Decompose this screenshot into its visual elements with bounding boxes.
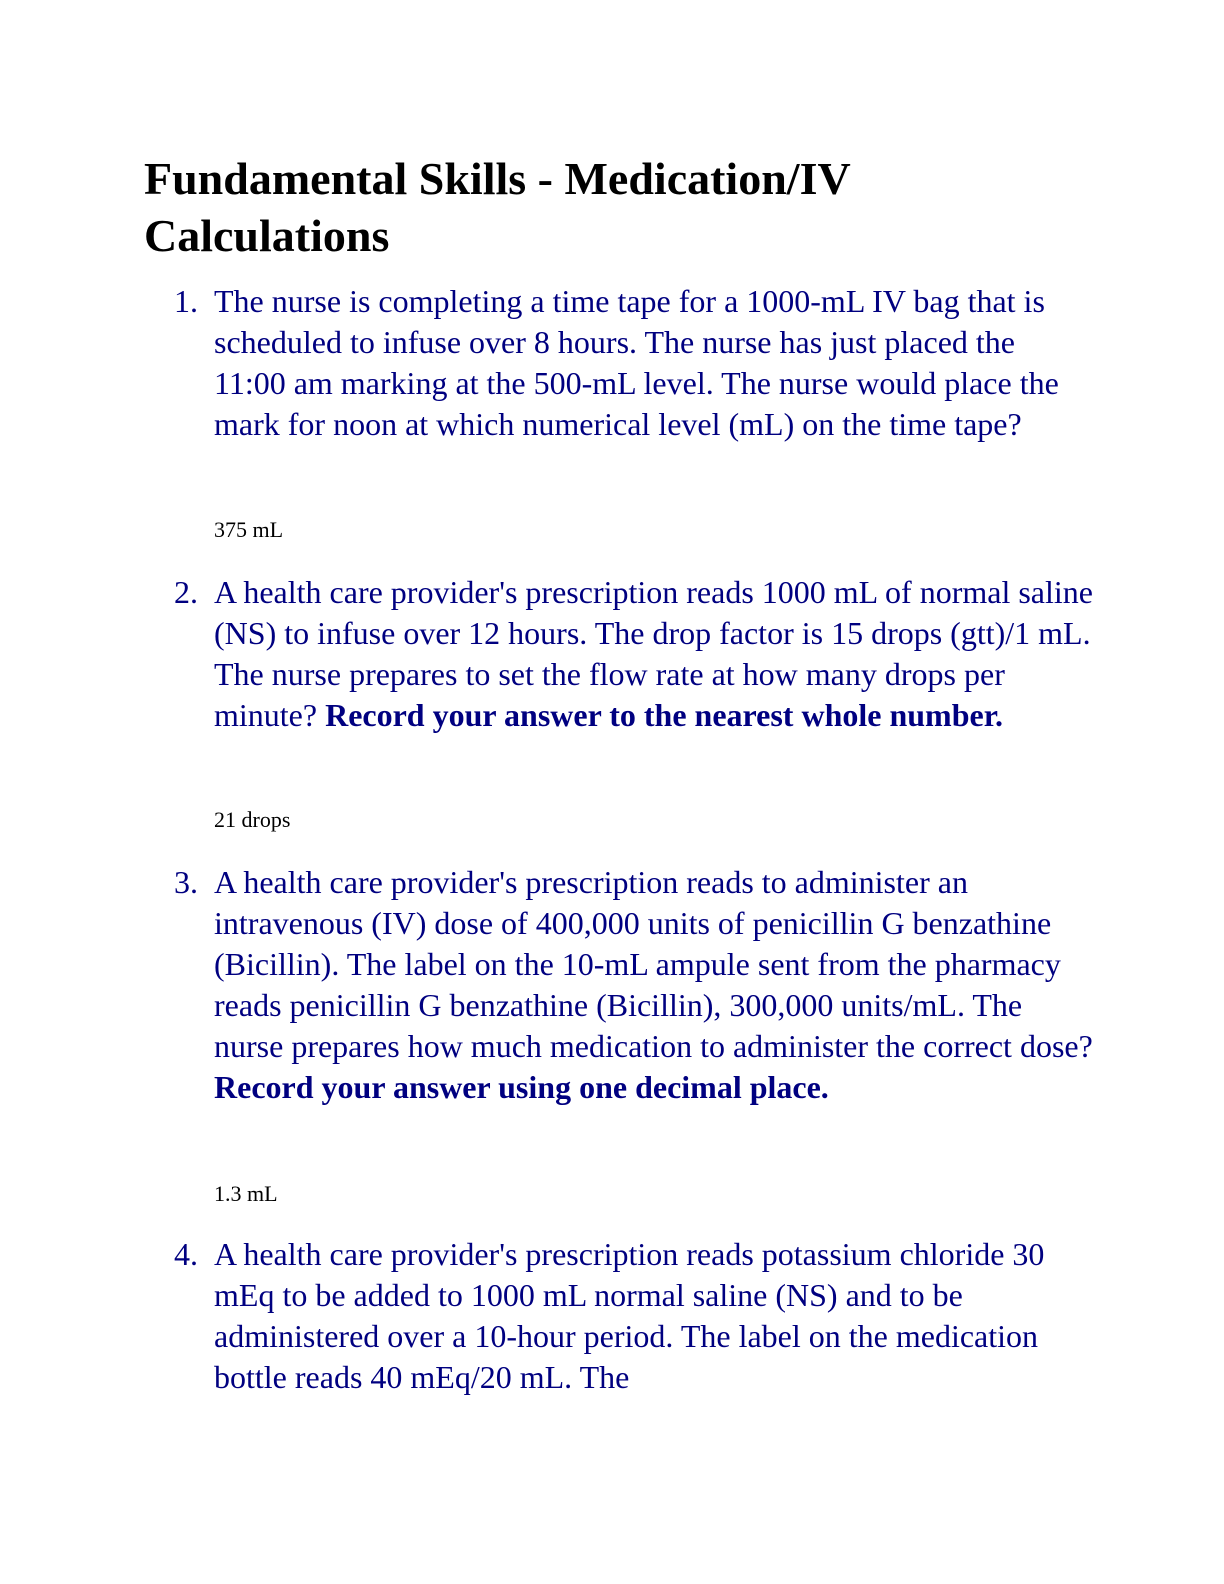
question-number: 1. bbox=[174, 283, 198, 319]
question-item bbox=[174, 572, 1094, 736]
answer-text: 375 mL bbox=[214, 517, 284, 542]
question-item bbox=[174, 281, 1094, 445]
question-number: 3. bbox=[174, 864, 198, 900]
question-number: 4. bbox=[174, 1236, 198, 1272]
question-text: A health care provider's prescription reads 1000 mL of normal saline (NS) to infuse over 12 hours. The drop factor is 15 drops (gtt)/1 mL. The nurse prepares to set the flow rate at how many drops per minute? bbox=[214, 574, 1093, 733]
answer-text: 21 drops bbox=[214, 807, 291, 832]
question-item bbox=[174, 1234, 1094, 1398]
question-text: The nurse is completing a time tape for a 1000-mL IV bag that is scheduled to infuse over 8 hours. The nurse has just placed the 11:00 am marking at the 500-mL level. The nurse would place the mark for noon at which numerical level (mL) on the time tape? bbox=[214, 283, 1059, 442]
question-item bbox=[174, 862, 1094, 1108]
question-text: A health care provider's prescription reads potassium chloride 30 mEq to be added to 1000 mL normal saline (NS) and to be administered over a 10-hour period. The label on the medication bottle reads 40 mEq/20 mL. The bbox=[214, 1236, 1045, 1395]
question-instruction: Record your answer to the nearest whole number. bbox=[325, 697, 1003, 733]
question-text: A health care provider's prescription reads to administer an intravenous (IV) dose of 400,000 units of penicillin G benzathine (Bicillin). The label on the 10-mL ampule sent from the pharmacy reads penicillin G benzathine (Bicillin), 300,000 units/mL. The nurse prepares how much medication to administer the correct dose? bbox=[214, 864, 1093, 1064]
page-title: Fundamental Skills - Medication/IV Calculations bbox=[144, 153, 850, 261]
answer-text: 1.3 mL bbox=[214, 1181, 278, 1206]
question-number: 2. bbox=[174, 574, 198, 610]
question-instruction: Record your answer using one decimal place. bbox=[214, 1069, 829, 1105]
